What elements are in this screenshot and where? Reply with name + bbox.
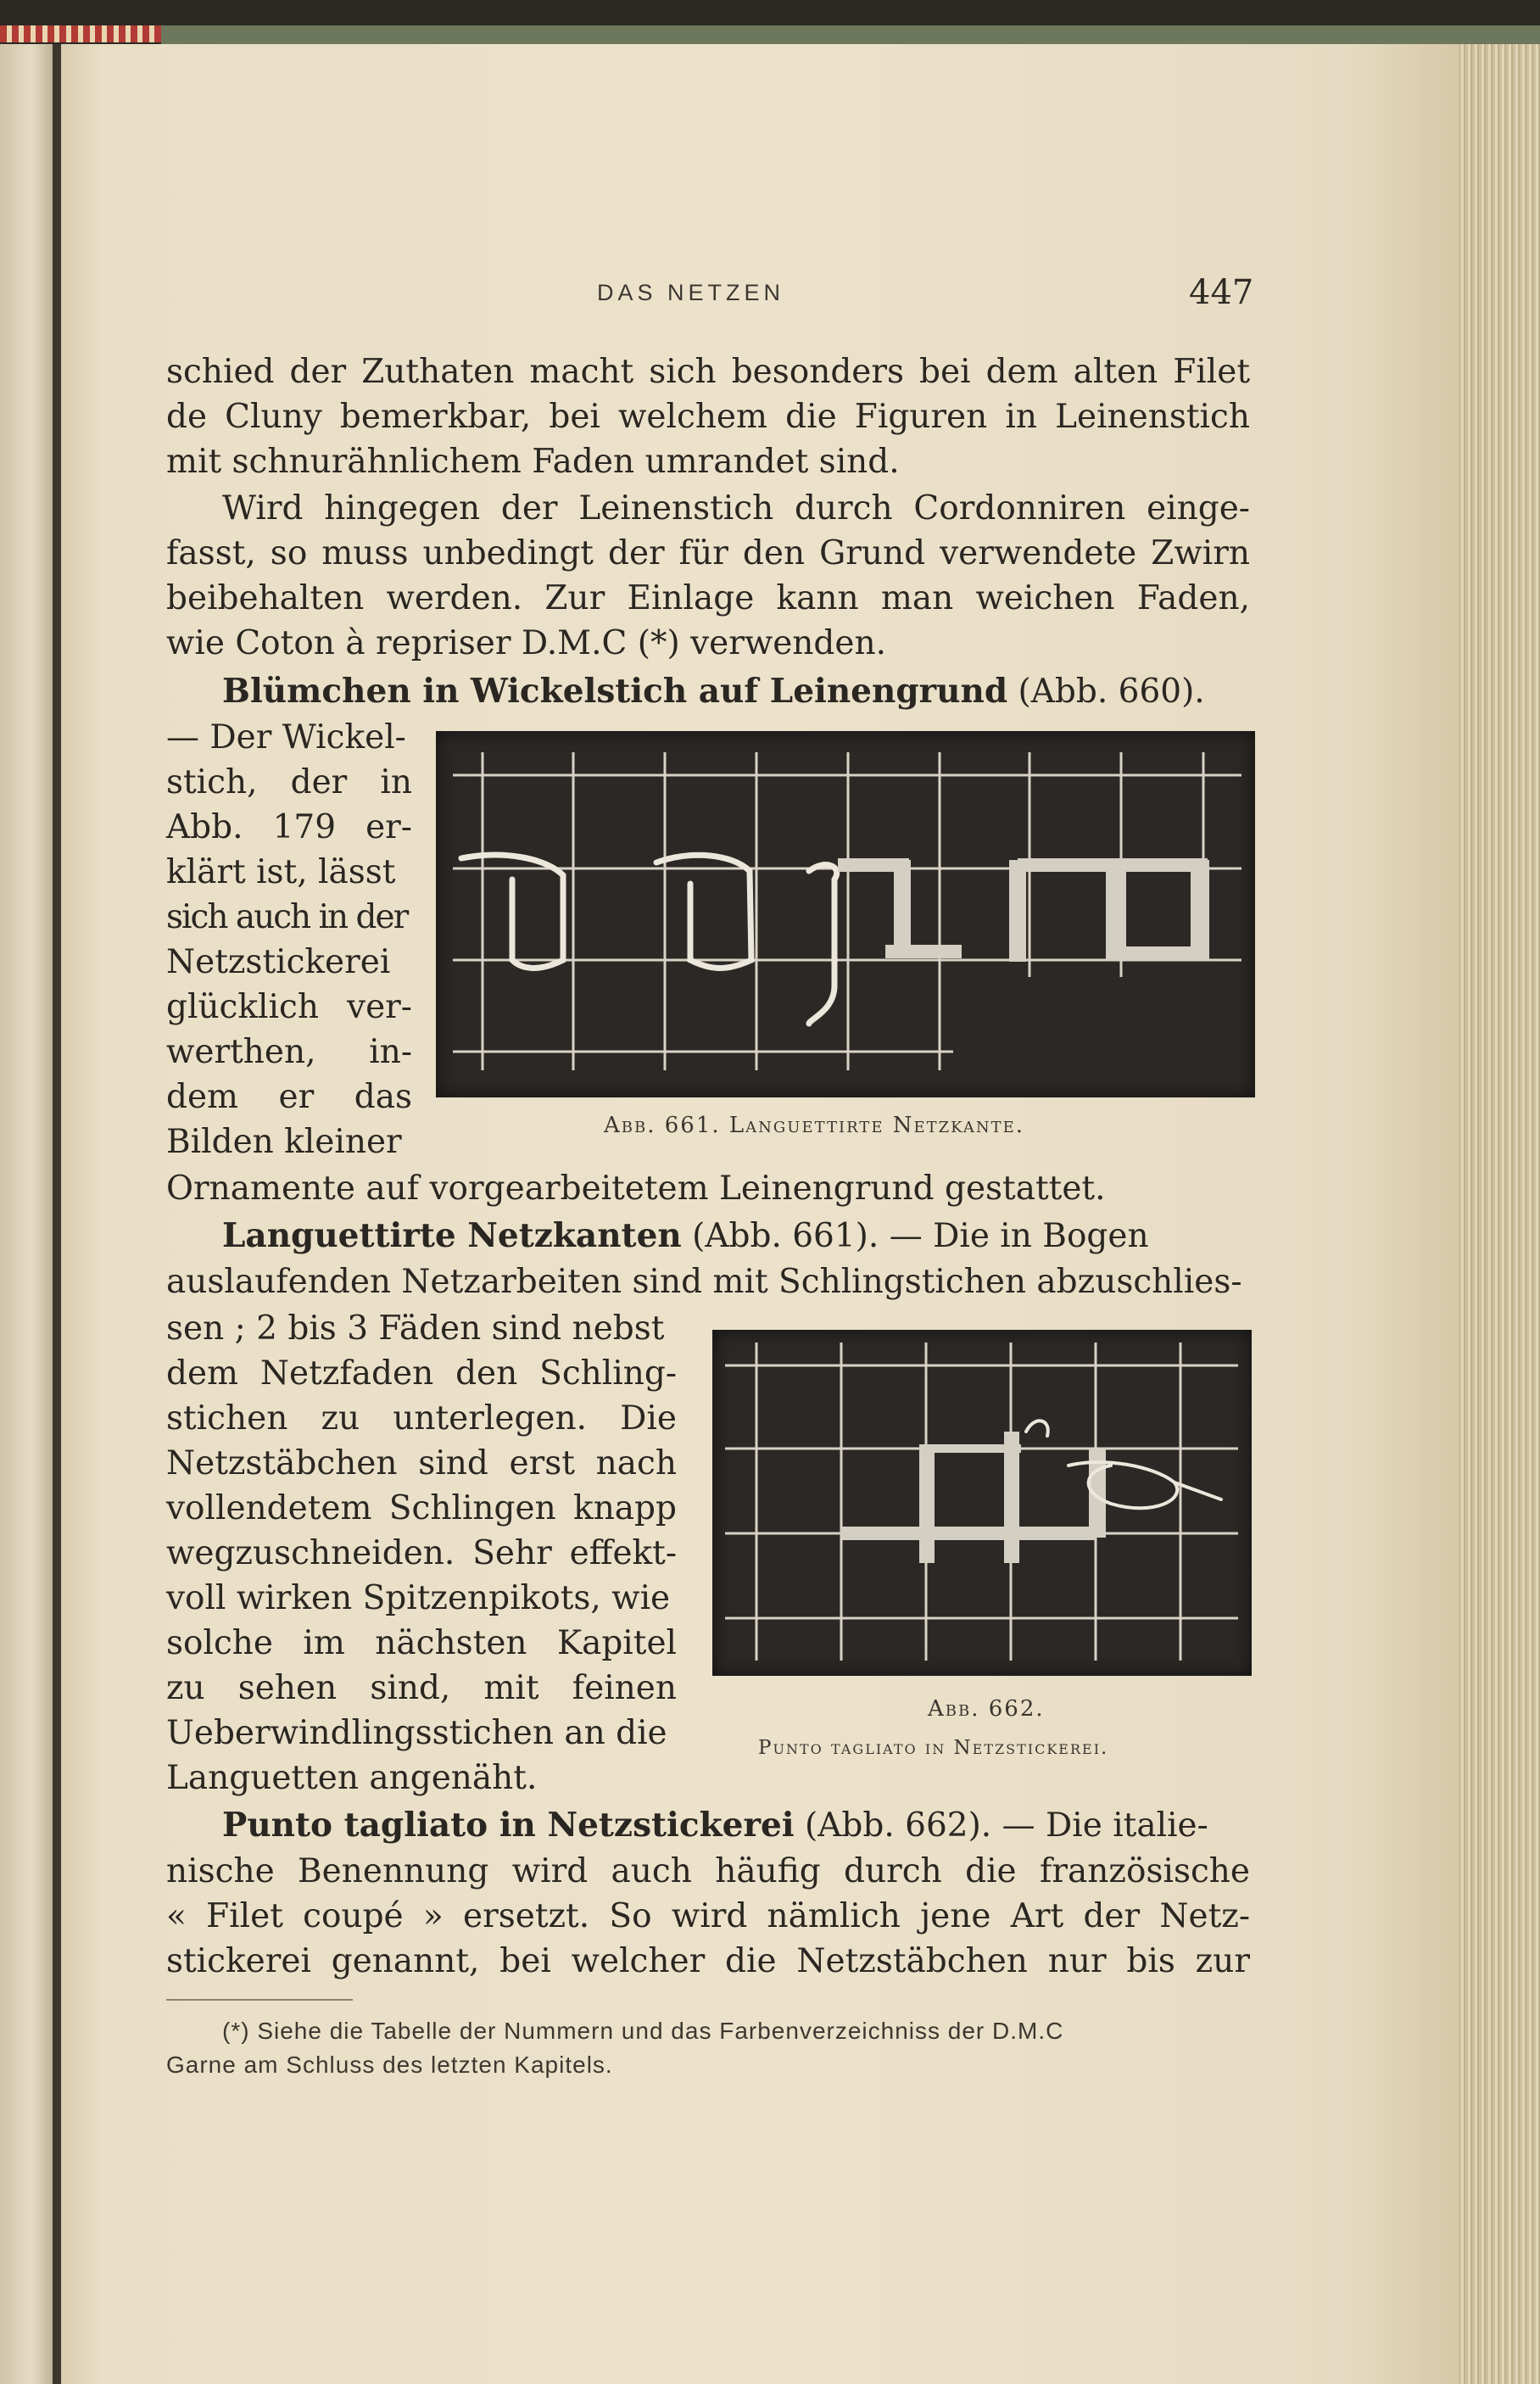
binding-ribbon	[0, 25, 161, 42]
text-line: de Cluny bemerkbar, bei welchem die Figuren in Leinenstich	[166, 398, 1250, 436]
netted-edge-illustration	[436, 731, 1255, 1097]
text-line: fasst, so muss unbedingt der für den Grund verwendete Zwirn	[166, 534, 1250, 572]
figure-reference: (Abb. 662). — Die italie-	[805, 1806, 1208, 1845]
text-line: Wird hingegen der Leinenstich durch Cordonniren einge-	[222, 489, 1250, 528]
text-line: sen ; 2 bis 3 Fäden sind nebst	[166, 1309, 665, 1348]
figure-reference: (Abb. 661). — Die in Bogen	[692, 1217, 1149, 1255]
page-edges	[1459, 44, 1540, 2384]
section-heading-line	[222, 670, 1205, 713]
text-line: stichen zu unterlegen. Die	[166, 1399, 677, 1438]
text-line: werthen, in-	[166, 1033, 412, 1071]
text-line: voll wirken Spitzenpikots, wie	[166, 1579, 671, 1617]
running-title: DAS NETZEN	[597, 280, 785, 305]
text-line: Bilden kleiner	[166, 1123, 402, 1161]
text-line: nische Benennung wird auch häufig durch die französische	[166, 1852, 1250, 1890]
section-heading-line	[222, 1804, 1208, 1847]
figure-662-image	[712, 1330, 1252, 1676]
text-line: schied der Zuthaten macht sich besonders bei dem alten Filet	[166, 353, 1250, 391]
figure-reference: (Abb. 660).	[1018, 673, 1205, 711]
text-line: sich auch in der	[166, 898, 408, 936]
text-line: auslaufenden Netzarbeiten sind mit Schlingstichen abzuschlies-	[166, 1263, 1242, 1301]
text-line: zu sehen sind, mit feinen	[166, 1669, 677, 1707]
text-line: Abb. 179 er-	[166, 808, 412, 846]
text-line: Netzstäbchen sind erst nach	[166, 1444, 677, 1482]
text-line: mit schnurähnlichem Faden umrandet sind.	[166, 443, 900, 481]
text-line: stich, der in	[166, 763, 412, 801]
previous-page-edge	[0, 44, 53, 2384]
figure-662-caption-title: Punto tagliato in Netzstickerei.	[758, 1737, 1109, 1759]
section-heading: Blümchen in Wickelstich auf Leinengrund	[222, 672, 1008, 711]
text-line: wegzuschneiden. Sehr effekt-	[166, 1534, 677, 1572]
punto-tagliato-illustration	[712, 1330, 1252, 1676]
text-line: vollendetem Schlingen knapp	[166, 1489, 677, 1527]
figure-661-caption: Abb. 661. Languettirte Netzkante.	[604, 1113, 1025, 1138]
text-line: « Filet coupé » ersetzt. So wird nämlich jene Art der Netz-	[166, 1897, 1250, 1935]
text-line: Netzstickerei	[166, 943, 391, 981]
text-line: wie Coton à repriser D.M.C (*) verwenden.	[166, 624, 886, 662]
footnote-line: Garne am Schluss des letzten Kapitels.	[166, 2052, 613, 2078]
text-line: glücklich ver-	[166, 988, 412, 1026]
text-line: Languetten angenäht.	[166, 1759, 538, 1797]
spine-shadow	[53, 44, 61, 2384]
text-line: solche im nächsten Kapitel	[166, 1624, 677, 1662]
text-line: stickerei genannt, bei welcher die Netzstäbchen nur bis zur	[166, 1942, 1250, 1980]
section-heading: Languettirte Netzkanten	[222, 1216, 682, 1255]
footnote-line: (*) Siehe die Tabelle der Nummern und das Farbenverzeichniss der D.M.C	[222, 2018, 1064, 2044]
figure-662-caption-number: Abb. 662.	[928, 1696, 1045, 1722]
section-heading-line	[222, 1214, 1149, 1258]
text-line: — Der Wickel-	[166, 718, 406, 757]
figure-661-image	[436, 731, 1255, 1097]
text-line: dem er das	[166, 1078, 412, 1116]
page-number: 447	[1189, 273, 1254, 312]
text-line: Ueberwindlingsstichen an die	[166, 1714, 667, 1752]
text-line: beibehalten werden. Zur Einlage kann man weichen Faden,	[166, 579, 1250, 617]
text-line: dem Netzfaden den Schling-	[166, 1354, 677, 1393]
binding-cloth	[161, 25, 1540, 44]
section-heading: Punto tagliato in Netzstickerei	[222, 1806, 795, 1845]
footnote-rule	[166, 1999, 353, 2001]
text-line: klärt ist, lässt	[166, 853, 396, 891]
text-line: Ornamente auf vorgearbeitetem Leinengrund gestattet.	[166, 1170, 1106, 1208]
